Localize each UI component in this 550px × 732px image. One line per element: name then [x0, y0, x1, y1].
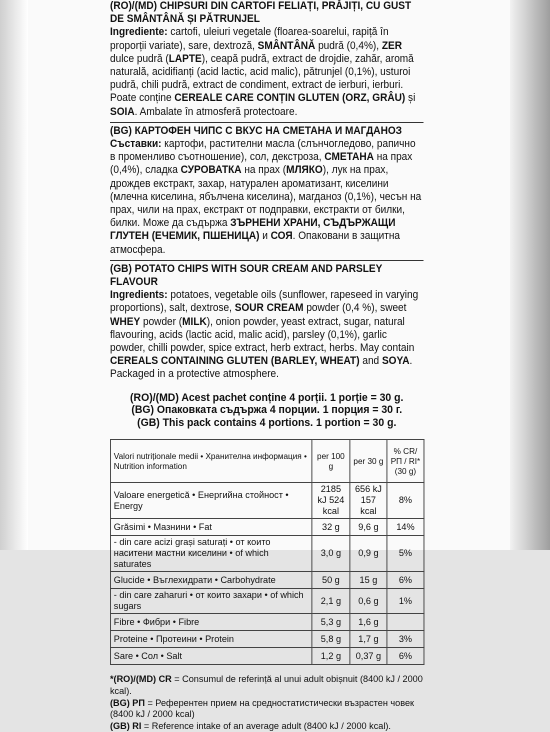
table-row: [110, 572, 424, 589]
row-per100: 3,0 g: [312, 536, 350, 572]
row-per100: 50 g: [312, 572, 350, 589]
footnote-ro: *(RO)/(MD) CR = Consumul de referință al unui adult obișnuit (8400 kJ / 2000 kcal).: [110, 674, 423, 698]
bg-ingredients: Съставки: картофи, растителни масла (слънчогледово, рапично в променливо съотношение), сол, декстроза, СМЕТАНА на прах (0,4%), сладка СУРОВАТКА на прах (МЛЯКО), лук на прах, дрождев екстракт, захар, натурален ароматизант, киселини (млечна киселина, ябълчена киселина), магданоз (0,1%), чесън на прах, чили на прах, екстракт от подправки, екстракти от билки, билки. Може да съдържа ЗЪРНЕНИ ХРАНИ, СЪДЪРЖАЩИ ГЛУТЕН (ЕЧЕМИК, ПШЕНИЦА) и СОЯ. Опаковани в защитна атмосфера.: [110, 138, 422, 256]
table-row: [110, 519, 424, 536]
row-label: Glucide • Въглехидрати • Carbohydrate: [110, 572, 311, 589]
row-ri: 1%: [387, 589, 424, 614]
right-shadow: [510, 0, 550, 550]
table-row: [110, 589, 424, 614]
row-label: - din care zaharuri • от които захари • of which sugars: [110, 589, 311, 614]
row-ri: 5%: [387, 536, 424, 572]
row-ri: 14%: [387, 519, 424, 536]
gb-ingredients: Ingredients: potatoes, vegetable oils (sunflower, rapeseed in varying proportions), salt, dextrose, SOUR CREAM powder (0,4 %), sweet WHEY powder (MILK), onion powder, yeast extract, sugar, natural flavouring, acids (lactic acid, malic acid), parsley (0,1%), garlic powder, chilli powder, spice extract, herb extract, herbs. May contain CEREALS CONTAINING GLUTEN (BARLEY, WHEAT) and SOYA. Packaged in a protective atmosphere.: [110, 289, 419, 381]
header-ri: % CR/ РП / RI* (30 g): [387, 440, 424, 483]
row-per30: 0,9 g: [350, 536, 387, 572]
row-label: Sare • Сол • Salt: [110, 648, 311, 665]
row-ri: 6%: [387, 572, 424, 589]
footnote: [110, 674, 424, 732]
gb-title: (GB) POTATO CHIPS WITH SOUR CREAM AND PARSLEY FLAVOUR: [110, 262, 383, 289]
header-label: Valori nutriționale medii • Хранителна информация • Nutrition information: [110, 440, 311, 483]
row-per100: 5,3 g: [312, 614, 350, 631]
row-label: Grăsimi • Мазнини • Fat: [110, 519, 311, 536]
footnote-bg: (BG) РП = Референтен прием на средностатистически възрастен човек (8400 kJ / 2000 kcal): [110, 697, 414, 721]
row-ri: [387, 614, 424, 631]
row-per100: 2185 kJ 524 kcal: [312, 483, 350, 519]
row-ri: 3%: [387, 631, 424, 648]
table-row: [110, 614, 424, 631]
row-per30: 15 g: [350, 572, 387, 589]
ro-ingredients: Ingrediente: cartofi, uleiuri vegetale (floarea-soarelui, rapiță în proporții variate), sare, dextroză, SMÂNTÂNĂ pudră (0,4%), ZER dulce pudră (LAPTE), ceapă pudră, extract de drojdie, zahăr, aromă naturală, acidifianți (acid lactic, acid malic), pătrunjel (0,1%), usturoi pudră, chili pudră, extract de condiment, extract de ierburi, ierburi. Poate conține CEREALE CARE CONȚIN GLUTEN (ORZ, GRÂU) și SOIA. Ambalate în atmosferă protectoare.: [110, 26, 416, 118]
bg-title: (BG) КАРТОФЕН ЧИПС С ВКУС НА СМЕТАНА И МАГДАНОЗ: [110, 124, 402, 137]
row-label: - din care acizi grași saturați • от които наситени мастни киселини • of which saturates: [110, 536, 311, 572]
row-per30: 656 kJ 157 kcal: [350, 483, 387, 519]
nutrition-table: [110, 439, 424, 665]
divider: [110, 122, 424, 123]
row-ri: 8%: [387, 483, 424, 519]
portion-ro: (RO)/(MD) Acest pachet conține 4 porții. 1 porție = 30 g.: [130, 391, 404, 404]
header-per100: per 100 g: [312, 440, 350, 483]
bg-section: [110, 125, 424, 257]
row-per100: 32 g: [312, 519, 350, 536]
row-per30: 1,7 g: [350, 631, 387, 648]
ro-section: [110, 0, 424, 119]
row-per100: 5,8 g: [312, 631, 350, 648]
row-label: Proteine • Протеини • Protein: [110, 631, 311, 648]
header-per30: per 30 g: [350, 440, 387, 483]
row-per100: 1,2 g: [312, 648, 350, 665]
table-row: [110, 648, 424, 665]
table-row: [110, 483, 424, 519]
row-label: Valoare energetică • Енергийна стойност • Energy: [110, 483, 311, 519]
portion-gb: (GB) This pack contains 4 portions. 1 portion = 30 g.: [137, 416, 397, 429]
divider: [110, 260, 424, 261]
table-row: [110, 631, 424, 648]
row-per100: 2,1 g: [312, 589, 350, 614]
row-per30: 0,37 g: [350, 648, 387, 665]
nutrition-header-row: [110, 440, 424, 483]
label-content: [110, 0, 424, 732]
table-row: [110, 536, 424, 572]
row-per30: 9,6 g: [350, 519, 387, 536]
row-label: Fibre • Фибри • Fibre: [110, 614, 311, 631]
left-shadow: [0, 0, 28, 550]
portion-bg: (BG) Опаковката съдържа 4 порции. 1 порция = 30 г.: [131, 404, 403, 417]
portion-info: [110, 392, 424, 430]
row-per30: 1,6 g: [350, 614, 387, 631]
row-per30: 0,6 g: [350, 589, 387, 614]
gb-section: [110, 263, 424, 382]
row-ri: 6%: [387, 648, 424, 665]
footnote-gb: (GB) RI = Reference intake of an average adult (8400 kJ / 2000 kcal).: [110, 720, 391, 732]
ro-title: (RO)/(MD) CHIPSURI DIN CARTOFI FELIAȚI, PRĂJIȚI, CU GUST DE SMÂNTÂNĂ ȘI PĂTRUNJEL: [110, 0, 412, 26]
